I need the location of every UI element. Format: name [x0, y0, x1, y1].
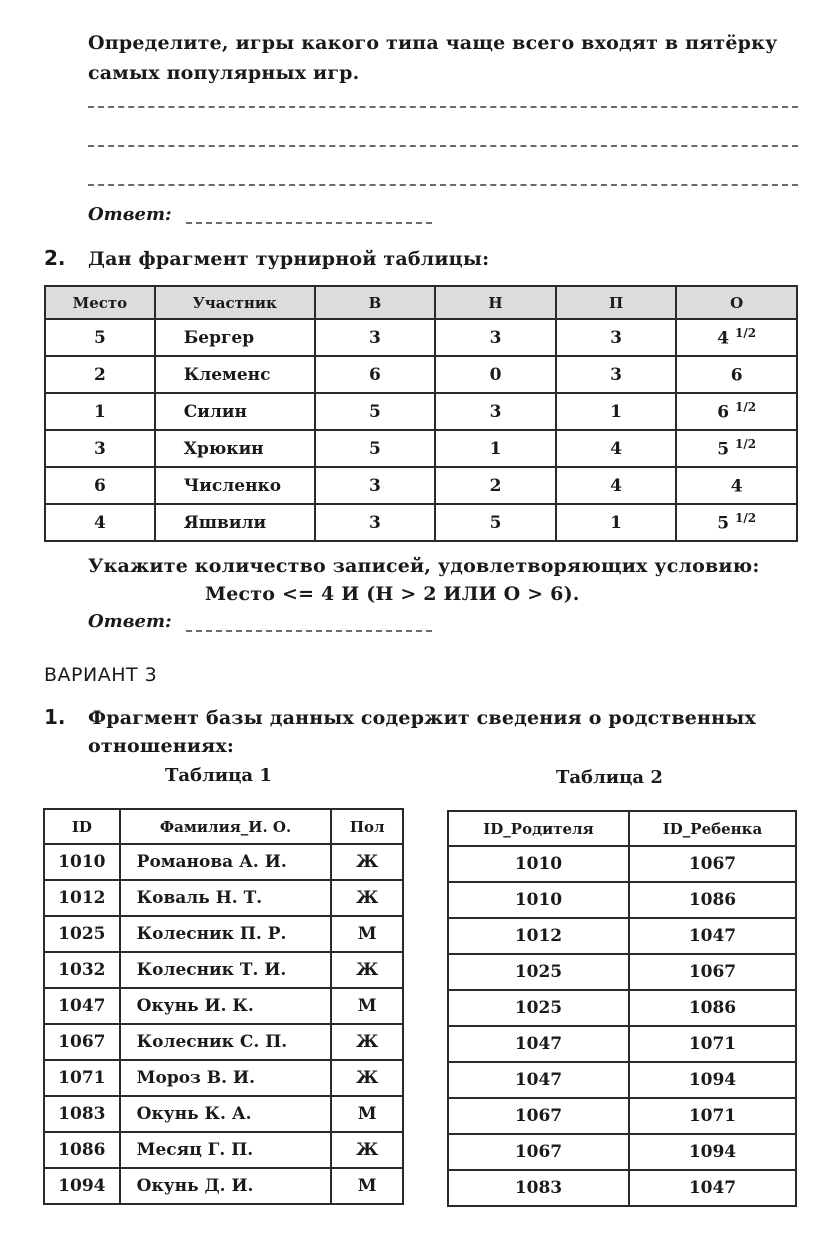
table-row [448, 990, 796, 1026]
header-id: ID [44, 809, 120, 844]
cell-gender: Ж [331, 952, 403, 988]
cell-fullname: Колесник Т. И. [120, 952, 332, 988]
cell-gender: Ж [331, 1024, 403, 1060]
tournament-header-row [45, 286, 797, 319]
table-row [44, 1060, 403, 1096]
task2-intro: Дан фрагмент турнирной таблицы: [88, 248, 490, 270]
cell-name: Численко [155, 467, 315, 504]
cell-place: 3 [45, 430, 155, 467]
cell-parent-id: 1047 [448, 1026, 629, 1062]
cell-gender: Ж [331, 1060, 403, 1096]
table-row [448, 1134, 796, 1170]
cell-parent-id: 1067 [448, 1098, 629, 1134]
cell-points [676, 430, 797, 467]
cell-losses: 4 [556, 430, 677, 467]
header-child-id: ID_Ребенка [629, 811, 796, 846]
table-row [44, 988, 403, 1024]
cell-losses: 3 [556, 356, 677, 393]
cell-id: 1067 [44, 1024, 120, 1060]
cell-name: Яшвили [155, 504, 315, 541]
header-draws: Н [435, 286, 556, 319]
cell-place: 1 [45, 393, 155, 430]
task-number-1: 1. [44, 705, 66, 729]
tournament-table [44, 285, 798, 542]
cell-gender: М [331, 916, 403, 952]
cell-gender: Ж [331, 880, 403, 916]
answer-field-2[interactable] [186, 630, 432, 632]
cell-id: 1094 [44, 1168, 120, 1204]
header-participant: Участник [155, 286, 315, 319]
header-fullname: Фамилия_И. О. [120, 809, 332, 844]
cell-draws: 2 [435, 467, 556, 504]
points-int: 5 [717, 513, 730, 534]
cell-fullname: Мороз В. И. [120, 1060, 332, 1096]
cell-id: 1032 [44, 952, 120, 988]
cell-id: 1010 [44, 844, 120, 880]
cell-name: Бергер [155, 319, 315, 356]
cell-child-id: 1067 [629, 954, 796, 990]
cell-losses: 1 [556, 504, 677, 541]
table-row [44, 1132, 403, 1168]
table1 [43, 808, 404, 1205]
cell-child-id: 1094 [629, 1062, 796, 1098]
cell-gender: Ж [331, 844, 403, 880]
variant-intro-line-1: Фрагмент базы данных содержит сведения о родственных [88, 707, 757, 729]
table-row [45, 393, 797, 430]
table-row [448, 1062, 796, 1098]
task-number-2: 2. [44, 246, 66, 270]
table-row [44, 1168, 403, 1204]
cell-place: 6 [45, 467, 155, 504]
cell-id: 1025 [44, 916, 120, 952]
condition-line-1: Укажите количество записей, удовлетворяющих условию: [88, 555, 760, 577]
cell-gender: М [331, 1168, 403, 1204]
cell-draws: 3 [435, 319, 556, 356]
cell-losses: 3 [556, 319, 677, 356]
header-points: О [676, 286, 797, 319]
cell-child-id: 1086 [629, 990, 796, 1026]
cell-child-id: 1094 [629, 1134, 796, 1170]
cell-losses: 4 [556, 467, 677, 504]
cell-id: 1071 [44, 1060, 120, 1096]
cell-child-id: 1071 [629, 1026, 796, 1062]
cell-parent-id: 1047 [448, 1062, 629, 1098]
cell-name: Клеменс [155, 356, 315, 393]
answer-field-1[interactable] [186, 222, 432, 224]
cell-fullname: Коваль Н. Т. [120, 880, 332, 916]
table2-caption: Таблица 2 [556, 767, 663, 788]
cell-parent-id: 1083 [448, 1170, 629, 1206]
cell-points [676, 504, 797, 541]
cell-place: 5 [45, 319, 155, 356]
points-int: 6 [730, 365, 743, 386]
cell-wins: 5 [315, 393, 436, 430]
points-int: 4 [730, 476, 743, 497]
cell-id: 1086 [44, 1132, 120, 1168]
table-row [448, 918, 796, 954]
table1-header-row [44, 809, 403, 844]
table-row [448, 1026, 796, 1062]
cell-points [676, 467, 797, 504]
points-frac: 1/2 [735, 511, 757, 526]
cell-fullname: Романова А. И. [120, 844, 332, 880]
cell-wins: 3 [315, 504, 436, 541]
points-int: 6 [717, 402, 730, 423]
condition-line-2: Место <= 4 И (Н > 2 ИЛИ О > 6). [205, 583, 580, 605]
cell-points [676, 356, 797, 393]
header-wins: В [315, 286, 436, 319]
cell-gender: М [331, 988, 403, 1024]
header-losses: П [556, 286, 677, 319]
table-row [44, 1024, 403, 1060]
table2-header-row [448, 811, 796, 846]
cell-fullname: Окунь И. К. [120, 988, 332, 1024]
cell-wins: 5 [315, 430, 436, 467]
cell-fullname: Колесник П. Р. [120, 916, 332, 952]
cell-id: 1083 [44, 1096, 120, 1132]
cell-parent-id: 1010 [448, 846, 629, 882]
table-row [44, 952, 403, 988]
cell-child-id: 1067 [629, 846, 796, 882]
cell-wins: 6 [315, 356, 436, 393]
answer-line-1 [88, 106, 798, 108]
table-row [45, 467, 797, 504]
cell-parent-id: 1025 [448, 954, 629, 990]
question-line-2: самых популярных игр. [88, 62, 360, 84]
cell-draws: 5 [435, 504, 556, 541]
table-row [44, 916, 403, 952]
table1-caption: Таблица 1 [165, 765, 272, 786]
header-parent-id: ID_Родителя [448, 811, 629, 846]
cell-fullname: Окунь Д. И. [120, 1168, 332, 1204]
cell-wins: 3 [315, 319, 436, 356]
cell-parent-id: 1010 [448, 882, 629, 918]
cell-wins: 3 [315, 467, 436, 504]
cell-child-id: 1047 [629, 918, 796, 954]
variant-intro-line-2: отношениях: [88, 735, 235, 757]
table2 [447, 810, 797, 1207]
points-frac: 1/2 [735, 437, 757, 452]
cell-draws: 1 [435, 430, 556, 467]
answer-line-3 [88, 184, 798, 186]
points-int: 4 [717, 328, 730, 349]
table-row [45, 430, 797, 467]
header-place: Место [45, 286, 155, 319]
table-row [45, 504, 797, 541]
cell-draws: 0 [435, 356, 556, 393]
cell-name: Силин [155, 393, 315, 430]
cell-gender: Ж [331, 1132, 403, 1168]
cell-fullname: Месяц Г. П. [120, 1132, 332, 1168]
cell-child-id: 1047 [629, 1170, 796, 1206]
cell-points [676, 319, 797, 356]
header-gender: Пол [331, 809, 403, 844]
answer-label-1: Ответ: [88, 204, 172, 225]
table-row [44, 1096, 403, 1132]
cell-child-id: 1071 [629, 1098, 796, 1134]
answer-label-2: Ответ: [88, 611, 172, 632]
variant-title: ВАРИАНТ 3 [44, 664, 158, 686]
cell-child-id: 1086 [629, 882, 796, 918]
cell-draws: 3 [435, 393, 556, 430]
question-line-1: Определите, игры какого типа чаще всего входят в пятёрку [88, 32, 778, 54]
cell-fullname: Окунь К. А. [120, 1096, 332, 1132]
cell-name: Хрюкин [155, 430, 315, 467]
table-row [448, 1170, 796, 1206]
points-frac: 1/2 [735, 400, 757, 415]
points-int: 5 [717, 439, 730, 460]
cell-points [676, 393, 797, 430]
table-row [44, 844, 403, 880]
table-row [448, 1098, 796, 1134]
cell-id: 1012 [44, 880, 120, 916]
table-row [44, 880, 403, 916]
cell-losses: 1 [556, 393, 677, 430]
table-row [45, 356, 797, 393]
cell-parent-id: 1067 [448, 1134, 629, 1170]
table-row [45, 319, 797, 356]
cell-id: 1047 [44, 988, 120, 1024]
table-row [448, 954, 796, 990]
table-row [448, 882, 796, 918]
table-row [448, 846, 796, 882]
points-frac: 1/2 [735, 326, 757, 341]
cell-place: 4 [45, 504, 155, 541]
cell-gender: М [331, 1096, 403, 1132]
cell-parent-id: 1025 [448, 990, 629, 1026]
cell-fullname: Колесник С. П. [120, 1024, 332, 1060]
cell-place: 2 [45, 356, 155, 393]
cell-parent-id: 1012 [448, 918, 629, 954]
answer-line-2 [88, 145, 798, 147]
